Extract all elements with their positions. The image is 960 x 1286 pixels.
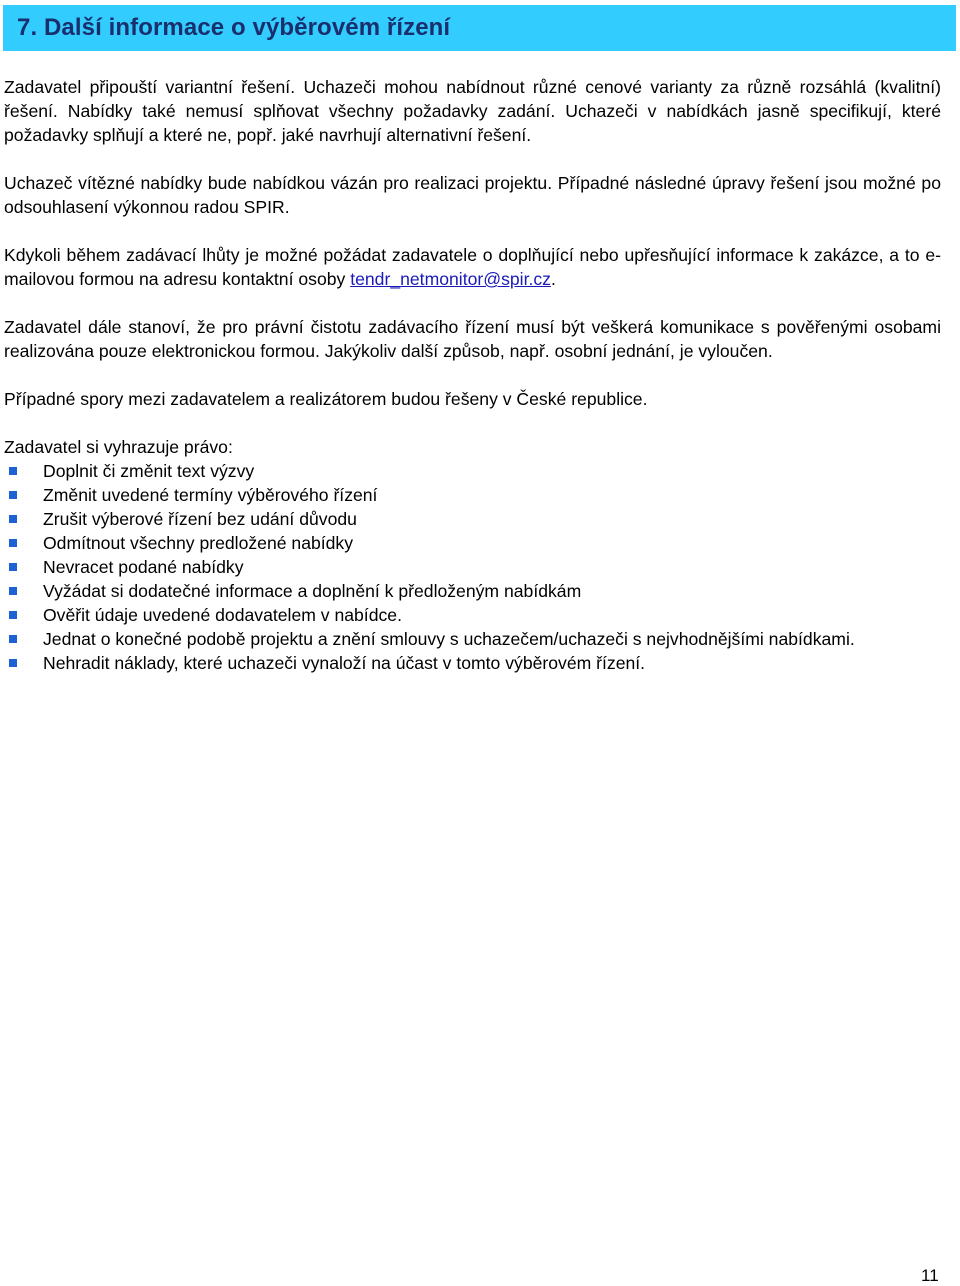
square-bullet-icon bbox=[9, 659, 17, 667]
list-item-text: Doplnit či změnit text výzvy bbox=[43, 461, 255, 481]
square-bullet-icon bbox=[9, 635, 17, 643]
square-bullet-icon bbox=[9, 587, 17, 595]
list-item-text: Ověřit údaje uvedené dodavatelem v nabídce. bbox=[43, 605, 402, 625]
paragraph-contact-end: . bbox=[550, 269, 556, 289]
square-bullet-icon bbox=[9, 563, 17, 571]
paragraph-contact bbox=[4, 243, 941, 291]
list-item-text: Nevracet podané nabídky bbox=[43, 557, 244, 577]
square-bullet-icon bbox=[9, 467, 17, 475]
list-item bbox=[4, 459, 941, 483]
list-item bbox=[4, 483, 941, 507]
paragraph-variants: Zadavatel připouští variantní řešení. Uchazeči mohou nabídnout různé cenové varianty za různě rozsáhlá (kvalitní) řešení. Nabídky také nemusí splňovat všechny požadavky zadání. Uchazeči v nabídkách jasně specifikují, které požadavky splňují a které ne, popř. jaké navrhují alternativní řešení. bbox=[4, 77, 941, 145]
list-item bbox=[4, 555, 941, 579]
document-body bbox=[4, 75, 941, 675]
page-number: 11 bbox=[921, 1266, 939, 1285]
section-heading: 7. Další informace o výběrovém řízení bbox=[17, 14, 451, 41]
list-item bbox=[4, 603, 941, 627]
paragraph-disputes: Případné spory mezi zadavatelem a realizátorem budou řešeny v České republice. bbox=[4, 389, 648, 409]
list-item-text: Nehradit náklady, které uchazeči vynaloží na účast v tomto výběrovém řízení. bbox=[43, 653, 646, 673]
paragraph-communication: Zadavatel dále stanoví, že pro právní čistotu zadávacího řízení musí být veškerá komunikace s pověřenými osobami realizována pouze elektronickou formou. Jakýkoliv další způsob, např. osobní jednání, je vyloučen. bbox=[4, 317, 941, 361]
list-item bbox=[4, 579, 941, 603]
list-item-text: Vyžádat si dodatečné informace a doplnění k předloženým nabídkám bbox=[43, 581, 582, 601]
list-item bbox=[4, 531, 941, 555]
list-item bbox=[4, 627, 941, 651]
rights-list bbox=[4, 459, 941, 675]
square-bullet-icon bbox=[9, 539, 17, 547]
square-bullet-icon bbox=[9, 611, 17, 619]
paragraph-contact-text: Kdykoli během zadávací lhůty je možné požádat zadavatele o doplňující nebo upřesňující informace k zakázce, a to e-mailovou formou na adresu kontaktní osoby bbox=[4, 245, 941, 289]
list-item-text: Odmítnout všechny predložené nabídky bbox=[43, 533, 354, 553]
list-item-text: Zrušit výberové řízení bez udání důvodu bbox=[43, 509, 357, 529]
paragraph-winner-binding: Uchazeč vítězné nabídky bude nabídkou vázán pro realizaci projektu. Případné následné úpravy řešení jsou možné po odsouhlasení výkonnou radou SPIR. bbox=[4, 173, 941, 217]
section-heading-bar bbox=[3, 5, 956, 51]
list-item bbox=[4, 651, 941, 675]
list-item-text: Změnit uvedené termíny výběrového řízení bbox=[43, 485, 378, 505]
list-item-text: Jednat o konečné podobě projektu a znění smlouvy s uchazečem/uchazeči s nejvhodnějšími nabídkami. bbox=[43, 629, 855, 649]
contact-email-link[interactable]: tendr_netmonitor@spir.cz bbox=[350, 269, 551, 289]
list-item bbox=[4, 507, 941, 531]
square-bullet-icon bbox=[9, 515, 17, 523]
rights-intro: Zadavatel si vyhrazuje právo: bbox=[4, 437, 233, 457]
square-bullet-icon bbox=[9, 491, 17, 499]
